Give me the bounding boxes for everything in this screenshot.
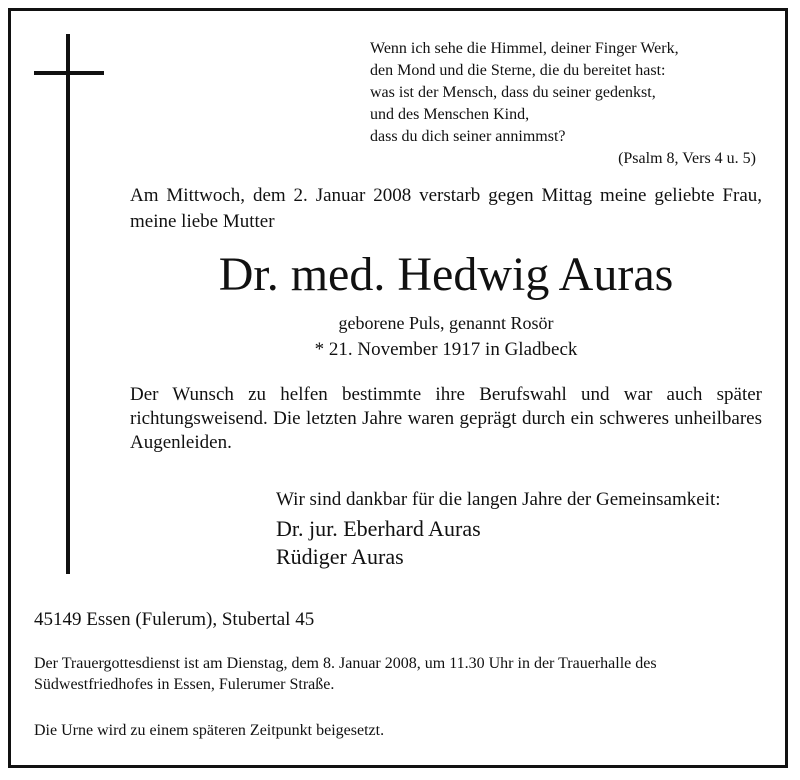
deceased-name: Dr. med. Hedwig Auras xyxy=(218,248,674,301)
death-announcement: Am Mittwoch, dem 2. Januar 2008 verstarb gegen Mittag meine geliebte Frau, meine liebe Mutter xyxy=(130,185,762,232)
psalm-quote xyxy=(370,38,756,170)
psalm-line: dass du dich seiner annimmst? xyxy=(370,128,566,145)
funeral-service-info: Der Trauergottesdienst ist am Dienstag, dem 8. Januar 2008, um 11.30 Uhr in der Trauerhalle des Südwestfriedhofes in Essen, Fulerumer Straße. xyxy=(34,655,657,693)
urn-burial-note: Die Urne wird zu einem späteren Zeitpunkt beigesetzt. xyxy=(34,722,385,739)
psalm-reference: (Psalm 8, Vers 4 u. 5) xyxy=(618,150,756,167)
biography-text: Der Wunsch zu helfen bestimmte ihre Berufswahl und war auch später richtungsweisend. Die letzten Jahre waren geprägt durch ein schweres unheilbares Augenleiden. xyxy=(130,384,762,453)
psalm-line: und des Menschen Kind, xyxy=(370,106,530,123)
birth-name: geborene Puls, genannt Rosör xyxy=(338,313,554,333)
psalm-line: Wenn ich sehe die Himmel, deiner Finger Werk, xyxy=(370,40,679,57)
cross-vertical-bar xyxy=(66,34,70,574)
mourner-name: Dr. jur. Eberhard Auras xyxy=(276,516,481,541)
family-address: 45149 Essen (Fulerum), Stubertal 45 xyxy=(34,609,315,630)
cross-horizontal-bar xyxy=(34,71,104,75)
thanks-line: Wir sind dankbar für die langen Jahre der Gemeinsamkeit: xyxy=(276,489,721,510)
psalm-line: was ist der Mensch, dass du seiner gedenkst, xyxy=(370,84,656,101)
birth-date: * 21. November 1917 in Gladbeck xyxy=(314,339,578,360)
psalm-line: den Mond und die Sterne, die du bereitet hast: xyxy=(370,62,666,79)
mourner-name: Rüdiger Auras xyxy=(276,544,404,569)
